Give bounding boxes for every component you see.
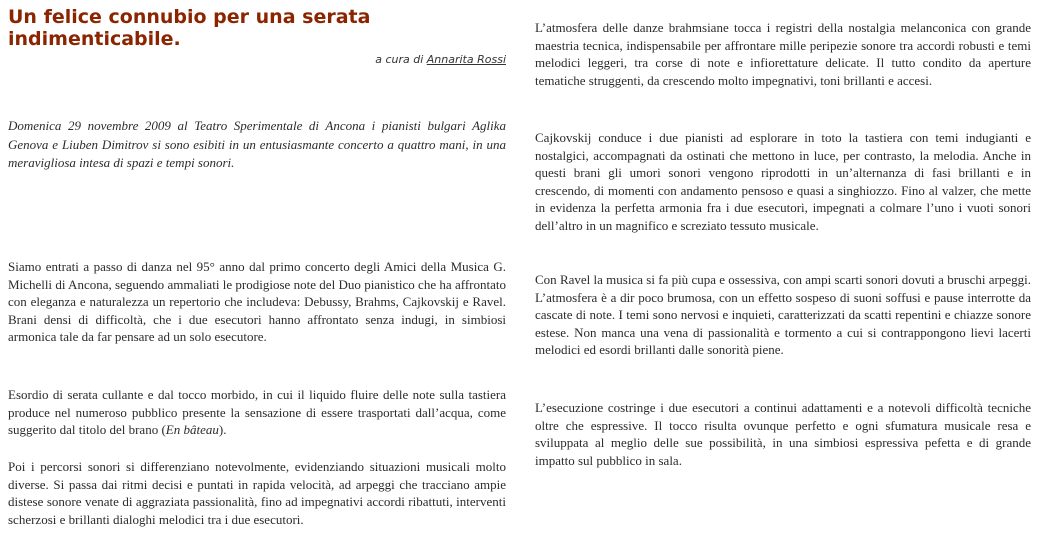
byline-prefix: a cura di: [375, 53, 427, 66]
article-paragraph: Cajkovskij conduce i due pianisti ad esplorare in toto la tastiera con temi indugianti e nostalgici, accompagnati da ostinati che mettono in luce, per contrasto, la melodia. Anche in questi brani gli umori sonori vengono riprodotti in un’alternanza di fasi brillanti e in crescendo, di momenti con andamento pensoso e quasi a singhiozzo. Fino al valzer, che mette in evidenza la perfetta armonia fra i due esecutori, impegnati a colmare l’uno i vuoti sonori dell’altro in un magnifico e screziato tessuto musicale.: [535, 130, 1031, 233]
byline: [8, 53, 506, 67]
paragraph-text: ).: [218, 422, 227, 437]
article-paragraph: [8, 386, 506, 439]
paragraph-text: Esordio di serata cullante e dal tocco morbido, in cui il liquido fluire delle note sulla tastiera produce nel numeroso pubblico presente la sensazione di essere trasportati dall’acqua, come suggerito dal titolo del brano (: [8, 387, 506, 437]
article-paragraph: Siamo entrati a passo di danza nel 95° anno dal primo concerto degli Amici della Musica G. Michelli di Ancona, seguendo ammaliati le prodigiose note del Duo pianistico che ha affrontato con eleganza e naturalezza un repertorio che includeva: Debussy, Brahms, Cajkovskij e Ravel. Brani densi di difficoltà, che i due esecutori hanno affrontato senza indugi, in simbiosi armonica tale da far pensare ad un solo esecutore.: [8, 259, 506, 344]
article-paragraph: Con Ravel la musica si fa più cupa e ossessiva, con ampi scarti sonori dovuti a bruschi arpeggi. L’atmosfera è a dir poco brumosa, con un effetto sospeso di suoni soffusi e pause interrotte da cascate di note. I temi sono nervosi e inquieti, caratterizzati da scatti repentini e chiazze sonore estese. Non manca una vena di passionalità e tormento a cui si contrappongono lievi lacerti melodici ed esordi brillanti dalle sonorità piene.: [535, 272, 1031, 357]
article-paragraph: L’atmosfera delle danze brahmsiane tocca i registri della nostalgia melanconica con grande maestria tecnica, indispensabile per affrontare mille peripezie sonore tra accordi robusti e temi melodici leggeri, tra corse di note e infiorettature delicate. Il tutto condito da aperture tematiche struggenti, da crescendo molto impegnativi, toni brillanti e accesi.: [535, 20, 1031, 88]
article-intro: Domenica 29 novembre 2009 al Teatro Sperimentale di Ancona i pianisti bulgari Aglika Genova e Liuben Dimitrov si sono esibiti in un entusiasmante concerto a quattro mani, in una meravigliosa intesa di spazi e tempi sonori.: [8, 118, 506, 170]
author-link[interactable]: Annarita Rossi: [426, 53, 506, 66]
article-title: Un felice connubio per una serata indimenticabile.: [8, 6, 371, 50]
article-paragraph: Poi i percorsi sonori si differenziano notevolmente, evidenziando situazioni musicali molto diverse. Si passa dai ritmi decisi e puntati in rapida velocità, ad arpeggi che tracciano ampie distese sonore venate di aggraziata passionalità, fino ad impegnativi accordi ribattuti, interventi scherzosi e brillanti dialoghi melodici tra i due esecutori.: [8, 459, 506, 527]
piece-title: En bâteau: [165, 422, 219, 437]
article-paragraph: L’esecuzione costringe i due esecutori a continui adattamenti e a notevoli difficoltà tecniche oltre che espressive. Il tocco risulta ovunque perfetto e ogni sfumatura musicale resa e sviluppata al meglio delle sue possibilità, in una simbiosi espressiva pefetta e di grande impatto sul pubblico in sala.: [535, 400, 1031, 468]
